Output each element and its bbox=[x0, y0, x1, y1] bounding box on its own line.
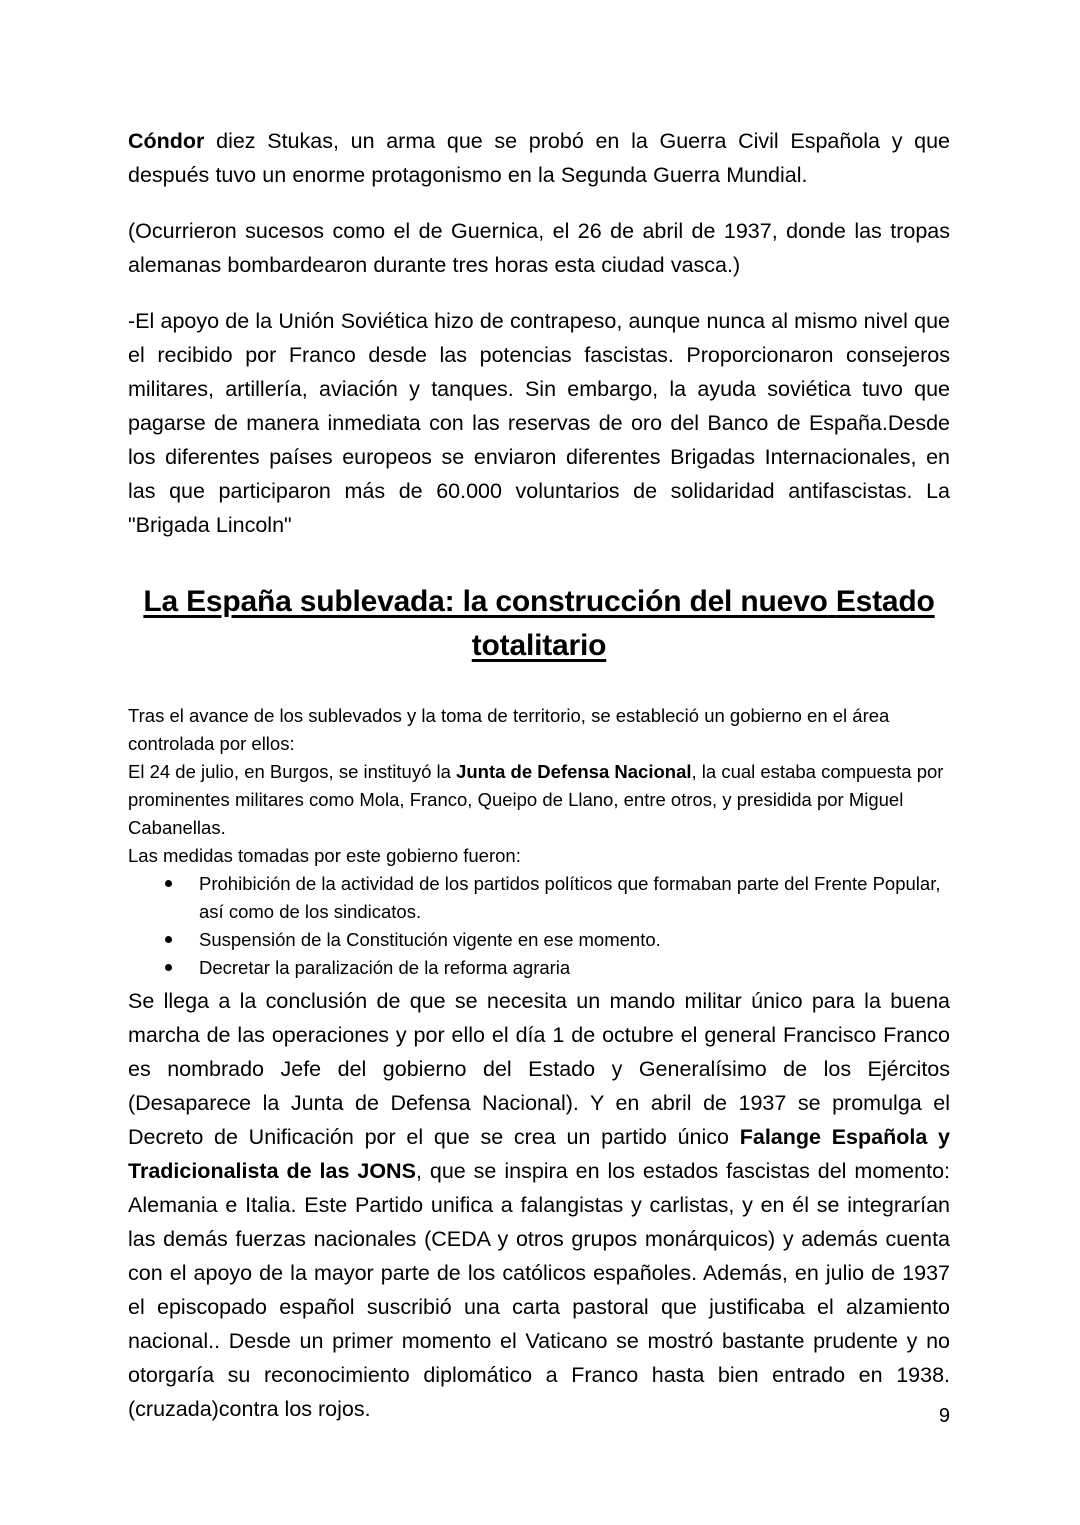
paragraph-mando-unico bbox=[128, 984, 950, 1426]
list-item-label: Prohibición de la actividad de los partidos políticos que formaban parte del Frente Popular, así como de los sindicatos. bbox=[199, 873, 941, 922]
junta-suffix: , la cual estaba compuesta por prominentes militares como Mola, Franco, Queipo de Llano, entre otros, y presidida por Miguel Cabanellas. bbox=[128, 761, 944, 838]
junta-prefix: El 24 de julio, en Burgos, se instituyó la bbox=[128, 761, 457, 782]
list-item-label: Decretar la paralización de la reforma agraria bbox=[199, 957, 571, 978]
bullet-dot-icon bbox=[165, 880, 172, 887]
paragraph-ayuda-sovietica: -El apoyo de la Unión Soviética hizo de contrapeso, aunque nunca al mismo nivel que el recibido por Franco desde las potencias fascistas. Proporcionaron consejeros militares, artillería, aviación y tanques. Sin embargo, la ayuda soviética tuvo que pagarse de manera inmediata con las reservas de oro del Banco de España.Desde los diferentes países europeos se enviaron diferentes Brigadas Internacionales, en las que participaron más de 60.000 voluntarios de solidaridad antifascistas. La "Brigada Lincoln" bbox=[128, 309, 950, 537]
falange-espanola-bold: Falange Española y Tradicionalista de las JONS bbox=[128, 1125, 950, 1183]
measures-list bbox=[128, 870, 950, 982]
subsection-junta-paragraph bbox=[128, 758, 950, 842]
section-heading-line-1: La España sublevada: la construcción del nuevo bbox=[143, 585, 828, 618]
list-item bbox=[128, 870, 950, 926]
subsection-intro: Tras el avance de los sublevados y la toma de territorio, se estableció un gobierno en el área controlada por ellos: bbox=[128, 705, 890, 754]
paragraph-condor bbox=[128, 124, 950, 192]
list-item-label: Suspensión de la Constitución vigente en ese momento. bbox=[199, 929, 661, 950]
measures-intro: Las medidas tomadas por este gobierno fueron: bbox=[128, 845, 521, 866]
final-paragraph-part2: , que se inspira en los estados fascistas del momento: Alemania e Italia. Este Partido unifica a falangistas y carlistas, y en él se integrarían las demás fuerzas nacionales (CEDA y otros grupos monárquicos) y además cuenta con el apoyo de la mayor parte de los católicos españoles. Además, en julio de 1937 el episcopado español suscribió una carta pastoral que justificaba el alzamiento nacional.. Desde un primer momento el Vaticano se mostró bastante prudente y no otorgaría su reconocimiento diplomático a Franco hasta bien entrado en 1938. (cruzada)contra los rojos. bbox=[128, 1159, 950, 1421]
page-content bbox=[128, 124, 950, 1426]
final-paragraph-part1: Se llega a la conclusión de que se necesita un mando militar único para la buena marcha de las operaciones y por ello el día 1 de octubre el general Francisco Franco es nombrado Jefe del gobierno del Estado y Generalísimo de los Ejércitos (Desaparece la Junta de Defensa Nacional). Y en abril de 1937 se promulga el Decreto de Unificación por el que se crea un partido único bbox=[128, 989, 950, 1149]
section-heading-line-2: Estado totalitario bbox=[471, 585, 935, 662]
list-item bbox=[128, 926, 950, 954]
subsection-block bbox=[128, 702, 950, 982]
bullet-dot-icon bbox=[165, 936, 172, 943]
junta-defensa-nacional-bold: Junta de Defensa Nacional bbox=[456, 761, 692, 782]
list-item bbox=[128, 954, 950, 982]
condor-paragraph-rest: diez Stukas, un arma que se probó en la Guerra Civil Española y que después tuvo un enorme protagonismo en la Segunda Guerra Mundial. bbox=[128, 129, 950, 187]
paragraph-guernica: (Ocurrieron sucesos como el de Guernica, el 26 de abril de 1937, donde las tropas alemanas bombardearon durante tres horas esta ciudad vasca.) bbox=[128, 219, 950, 277]
condor-bold-lead: Cóndor bbox=[128, 129, 205, 153]
page-number: 9 bbox=[938, 1405, 950, 1427]
section-heading bbox=[128, 580, 950, 668]
bullet-dot-icon bbox=[165, 964, 172, 971]
